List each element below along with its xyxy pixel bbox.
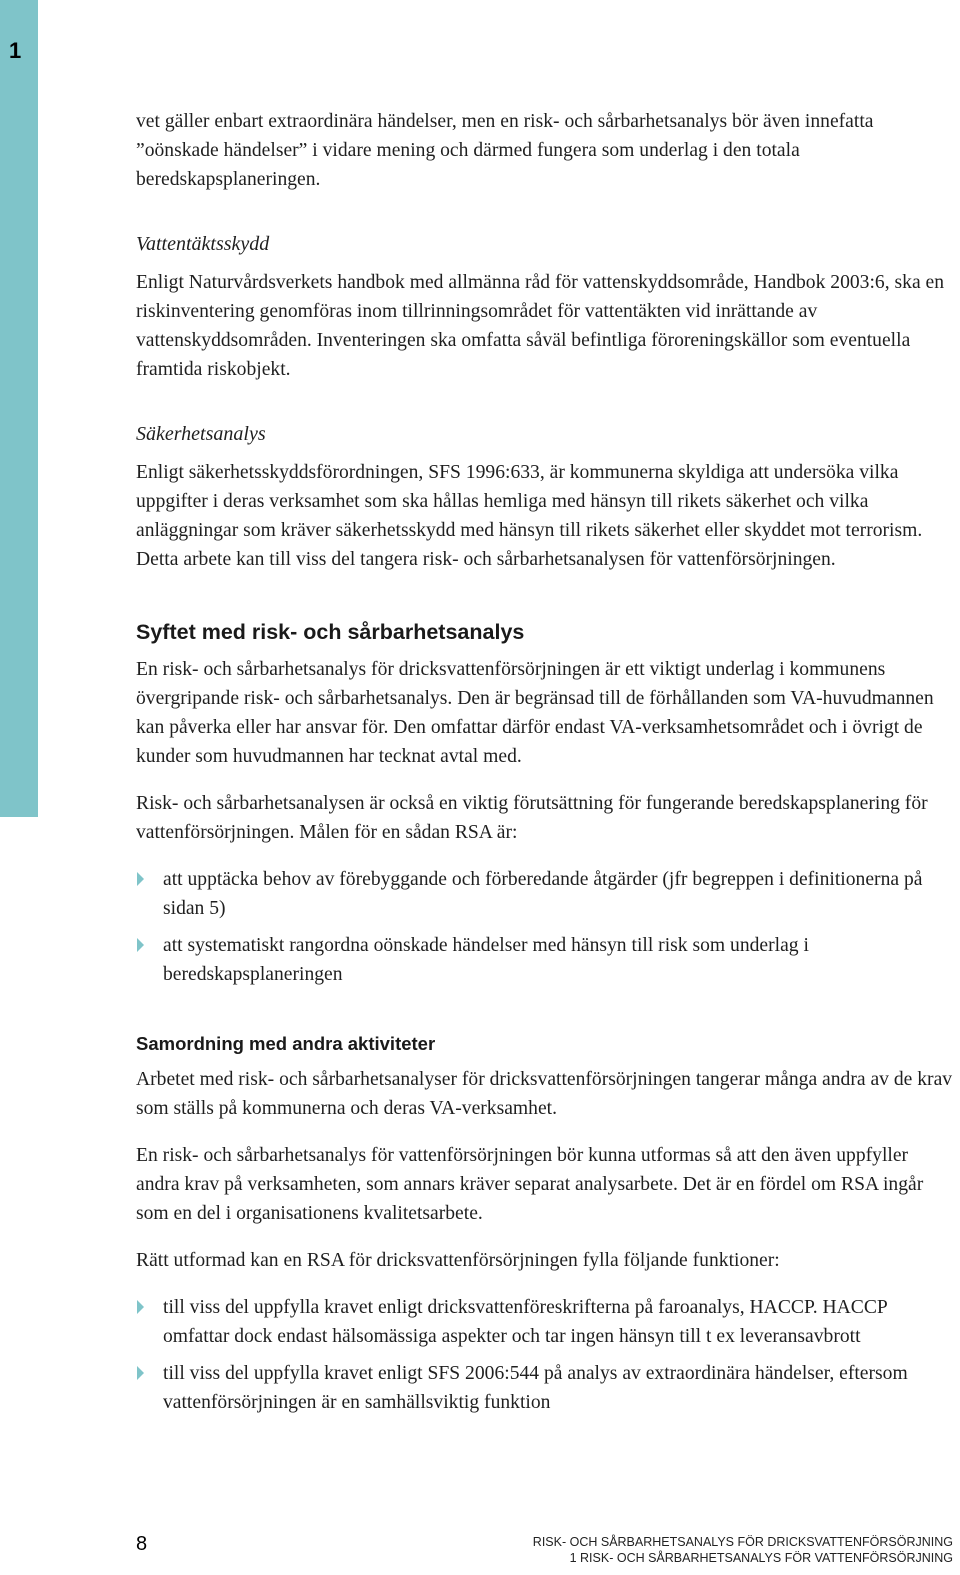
goals-list [136, 865, 954, 989]
subheading-vattentaktsskydd: Vattentäktsskydd [136, 233, 270, 255]
page-number: 8 [136, 1533, 148, 1555]
running-footer [533, 1534, 953, 1566]
bullet-triangle-icon [137, 1366, 144, 1380]
page-content [136, 107, 954, 1425]
list-item [136, 865, 954, 923]
footer-title: RISK- OCH SÅRBARHETSANALYS FÖR DRICKSVATTENFÖRSÖRJNING [532, 1535, 953, 1549]
list-item-text: att upptäcka behov av förebyggande och förberedande åtgärder (jfr begreppen i definitionerna på sidan 5) [163, 869, 923, 919]
list-item-text: till viss del uppfylla kravet enligt SFS 2006:544 på analys av extraordinära händelser, eftersom vattenförsörjningen är en samhällsviktig funktion [163, 1363, 908, 1413]
paragraph: Risk- och sårbarhetsanalysen är också en viktig förutsättning för fungerande beredskapsplanering för vattenförsörjningen. Målen för en sådan RSA är: [136, 793, 928, 843]
paragraph: En risk- och sårbarhetsanalys för vattenförsörjningen bör kunna utformas så att den även uppfyller andra krav på verksamheten, som annars kräver separat analysarbete. Det är en fördel om RSA ingår som en del i organisationens kvalitetsarbete. [136, 1145, 924, 1224]
subheading-sakerhetsanalys: Säkerhetsanalys [136, 423, 266, 445]
chapter-color-bar [0, 0, 38, 817]
paragraph: En risk- och sårbarhetsanalys för dricksvattenförsörjningen är ett viktigt underlag i kommunens övergripande risk- och sårbarhetsanalys. Den är begränsad till de förhållanden som VA-huvudmannen kan påverka eller har ansvar för. Den omfattar därför endast VA-verksamhetsområdet och i övrigt de kunder som huvudmannen har tecknat avtal med. [136, 659, 934, 767]
paragraph: Enligt Naturvårdsverkets handbok med allmänna råd för vattenskyddsområde, Handbok 2003:6, ska en riskinventering genomföras inom tillrinningsområdet för vattentäkten vid inrättande av vattenskyddsområden. Inventeringen ska omfatta såväl befintliga föroreningskällor som eventuella framtida riskobjekt. [136, 272, 945, 380]
bullet-triangle-icon [137, 938, 144, 952]
list-item-text: att systematiskt rangordna oönskade händelser med hänsyn till risk som underlag i beredskapsplaneringen [163, 935, 809, 985]
list-item [136, 1359, 954, 1417]
section-heading-samordning: Samordning med andra aktiviteter [136, 1033, 436, 1054]
section-heading-syftet: Syftet med risk- och sårbarhetsanalys [136, 620, 525, 644]
list-item [136, 1293, 954, 1351]
paragraph: Arbetet med risk- och sårbarhetsanalyser för dricksvattenförsörjningen tangerar många andra av de krav som ställs på kommunerna och deras VA-verksamhet. [136, 1069, 953, 1119]
paragraph: Enligt säkerhetsskyddsförordningen, SFS 1996:633, är kommunerna skyldiga att undersöka vilka uppgifter i deras verksamhet som ska hållas hemliga med hänsyn till rikets säkerhet och vilka anläggningar som kräver säkerhetsskydd med hänsyn till rikets säkerhet eller skyddet mot terrorism. Detta arbete kan till viss del tangera risk- och sårbarhetsanalysen för vattenförsörjningen. [136, 462, 923, 570]
paragraph: Rätt utformad kan en RSA för dricksvattenförsörjningen fylla följande funktioner: [136, 1250, 780, 1271]
list-item [136, 931, 954, 989]
list-item-text: till viss del uppfylla kravet enligt dricksvattenföreskrifterna på faroanalys, HACCP. HACCP omfattar dock endast hälsomässiga aspekter och tar ingen hänsyn till t ex leveransavbrott [163, 1297, 888, 1347]
footer-chapter: 1 RISK- OCH SÅRBARHETSANALYS FÖR VATTENFÖRSÖRJNING [569, 1551, 953, 1565]
bullet-triangle-icon [137, 1300, 144, 1314]
intro-paragraph: vet gäller enbart extraordinära händelser, men en risk- och sårbarhetsanalys bör även innefatta ”oönskade händelser” i vidare mening och därmed fungera som underlag i den totala beredskapsplaneringen. [136, 111, 874, 190]
bullet-triangle-icon [137, 872, 144, 886]
functions-list [136, 1293, 954, 1417]
chapter-marker: 1 [9, 38, 22, 63]
